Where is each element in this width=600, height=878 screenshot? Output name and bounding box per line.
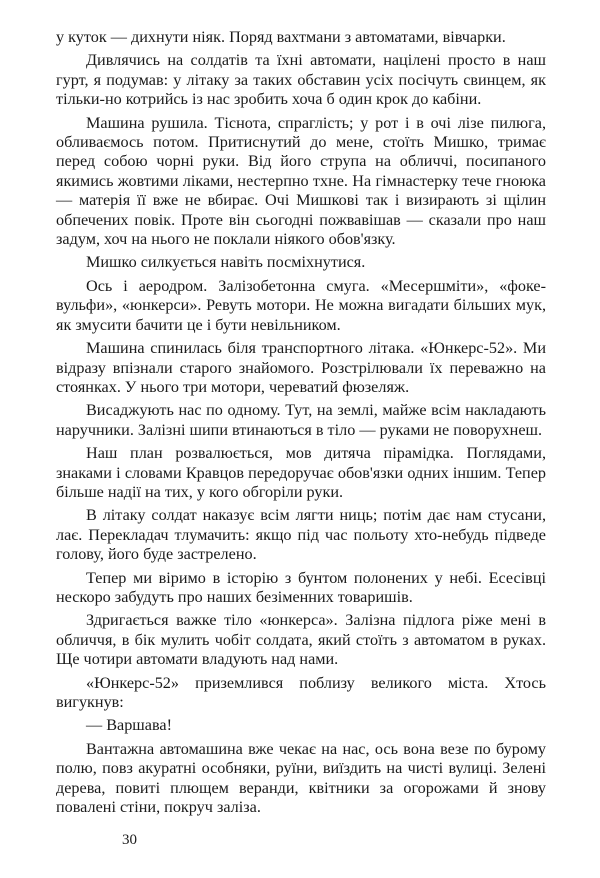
- paragraph: Дивлячись на солдатів та їхні автомати, націлені просто в наш гурт, я подумав: у літаку за таких обставин усіх посічуть свинцем, як тільки-но котрийсь із нас зробить хоча б один крок до кабіни.: [56, 51, 546, 109]
- paragraph: Мишко силкується навіть посміхнутися.: [86, 253, 366, 272]
- paragraph: Висаджують нас по одному. Тут, на землі, майже всім накладають наручники. Залізні шипи втинаються в тіло — руками не поворухнеш.: [56, 401, 546, 439]
- paragraph: Машина спинилась біля транспортного літака. «Юнкерс-52». Ми відразу впізнали старого знайомого. Розстрілювали їх переважно на стоянках. У нього три мотори, череватий фюзеляж.: [56, 339, 546, 396]
- paragraph: Вантажна автомашина вже чекає на нас, ось вона везе по бурому полю, повз акуратні особняки, руїни, виїздить на чисті вулиці. Зелені дерева, повиті плющем веранди, квітники за огорожами й знову повалені стіни, покруч заліза.: [56, 739, 546, 817]
- paragraph: Наш план розвалюється, мов дитяча пірамідка. Поглядами, знаками і словами Кравцов передоручає обов'язки одних іншим. Тепер більше надії на тих, у кого обгоріли руки.: [56, 444, 546, 501]
- paragraph: «Юнкерс-52» приземлився поблизу великого міста. Хтось вигукнув:: [56, 673, 546, 711]
- paragraph: Тепер ми віримо в історію з бунтом полонених у небі. Есесівці нескоро забудуть про наших безіменних товаришів.: [56, 568, 546, 606]
- page-number: 30: [122, 832, 137, 848]
- dialogue-line: — Варшава!: [86, 716, 172, 735]
- paragraph: у куток — дихнути ніяк. Поряд вахтмани з автоматами, вівчарки.: [56, 28, 506, 46]
- paragraph: Здригається важке тіло «юнкерса». Залізна підлога ріже мені в обличчя, в бік мулить чобіт солдата, який стоїть з автоматом в руках. Ще чотири автомати владують над нами.: [56, 611, 546, 669]
- paragraph: Ось і аеродром. Залізобетонна смуга. «Месершміти», «фоке-вульфи», «юнкерси». Ревуть мотори. Не можна вигадати більших мук, як змусити бачити це і бути невільником.: [56, 276, 546, 334]
- book-page-text: [56, 28, 546, 821]
- paragraph: В літаку солдат наказує всім лягти ниць; потім дає нам стусани, лає. Перекладач тлумачить: якщо під час польоту хто-небудь підведе голову, його буде застрелено.: [56, 506, 546, 564]
- paragraph: Машина рушила. Тіснота, спраглість; у рот і в очі лізе пилюга, обливаємось потом. Притиснутий до мене, стоїть Мишко, тримає перед собою чорні руки. Від його струпа на обличчі, посипаного якимись жовтими ліками, нестерпно тхне. На гімнастерку тече гноюка — матерія її вже не вбирає. Очі Мишкові так і визирають зі щілин обпечених повік. Проте він сьогодні пожвавішав — сказали про наш задум, хоч на нього не поклали ніякого обов'язку.: [56, 113, 546, 249]
